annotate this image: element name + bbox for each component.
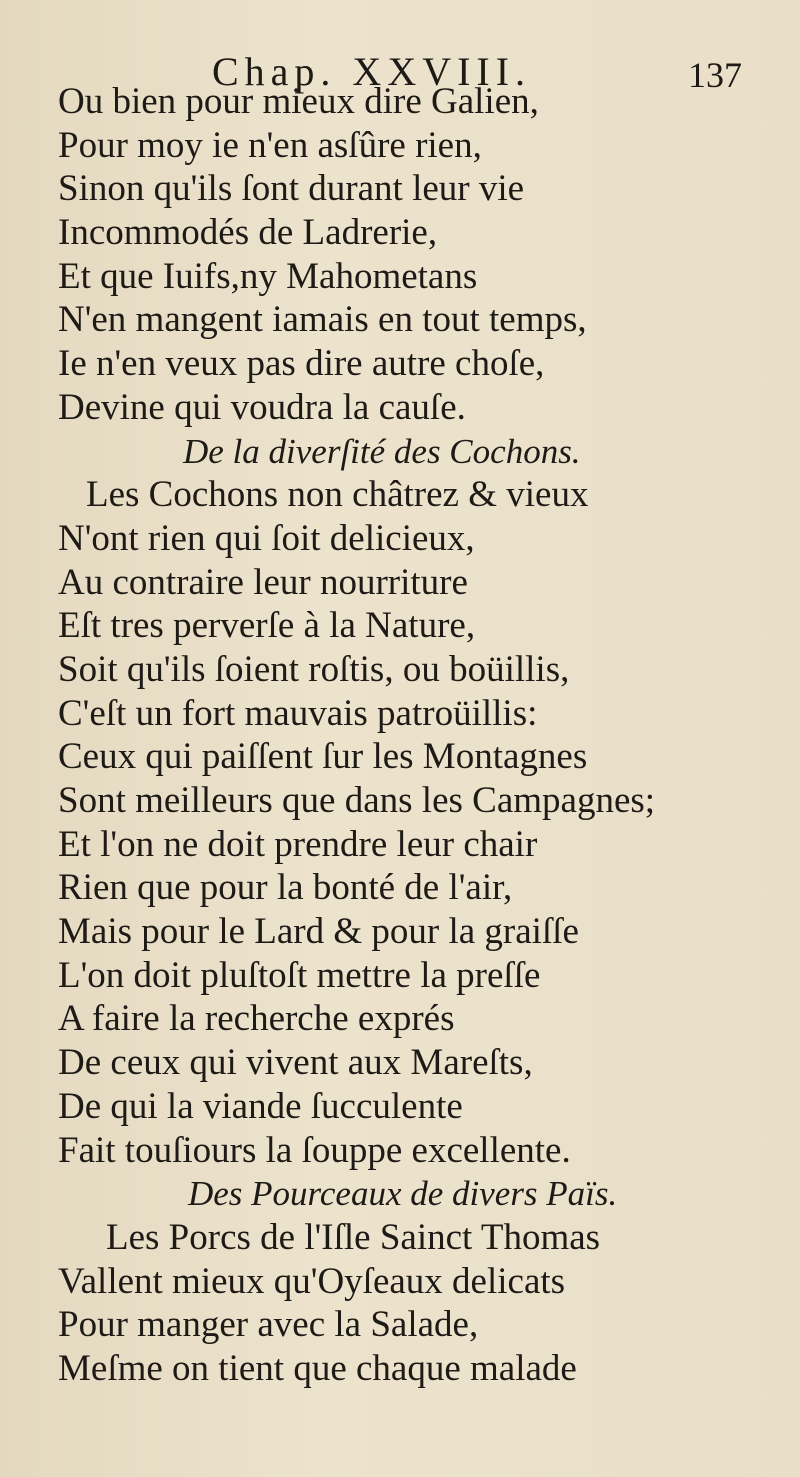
section-heading: De la diverſité des Cochons. [183, 431, 581, 471]
verse-line: Pour moy ie n'en asſûre rien, [58, 124, 482, 166]
section-heading: Des Pourceaux de divers Païs. [188, 1174, 618, 1214]
chapter-title: Chap. XXVIII. [212, 49, 532, 94]
verse-line: Devine qui voudra la cauſe. [58, 386, 466, 428]
verse-line: Ou bien pour mieux dire Galien, [58, 81, 539, 122]
verse-line: Et que Iuifs,ny Mahometans [58, 255, 478, 297]
verse-line: A faire la recherche exprés [58, 998, 455, 1040]
verse-line: De ceux qui vivent aux Mareſts, [58, 1042, 533, 1084]
verse-line: Soit qu'ils ſoient roſtis, ou boüillis, [58, 648, 570, 690]
verse-line: Vallent mieux qu'Oyſeaux delicats [58, 1260, 566, 1302]
verse-line: Sinon qu'ils ſont durant leur vie [58, 168, 525, 210]
verse-line: Meſme on tient que chaque malade [58, 1347, 577, 1389]
verse-line: Eſt tres perverſe à la Nature, [58, 605, 476, 647]
poem-text [58, 80, 778, 1391]
verse-line: Ceux qui paiſſent ſur les Montagnes [58, 736, 588, 778]
verse-line: C'eſt un fort mauvais patroüillis: [58, 692, 538, 734]
verse-line: Mais pour le Lard & pour la graiſſe [58, 911, 579, 953]
verse-line: Ie n'en veux pas dire autre choſe, [58, 343, 545, 385]
verse-line: De qui la viande ſucculente [58, 1085, 463, 1127]
verse-line: Pour manger avec la Salade, [58, 1304, 479, 1346]
verse-line: Et l'on ne doit prendre leur chair [58, 823, 538, 865]
verse-line: Au contraire leur nourriture [58, 561, 468, 603]
verse-line-first: Les Porcs de l'Iſle Sainct Thomas [106, 1216, 601, 1258]
verse-line: L'on doit pluſtoſt mettre la preſſe [58, 954, 541, 996]
verse-line: Sont meilleurs que dans les Campagnes; [58, 780, 656, 821]
page-number: 137 [688, 55, 742, 95]
verse-line: Incommodés de Ladrerie, [58, 212, 438, 254]
verse-line: N'en mangent iamais en tout temps, [58, 299, 587, 341]
verse-line: N'ont rien qui ſoit delicieux, [58, 517, 475, 559]
verse-line: Rien que pour la bonté de l'air, [58, 867, 513, 909]
verse-line: Fait touſiours la ſouppe excellente. [58, 1129, 571, 1171]
verse-line-first: Les Cochons non châtrez & vieux [86, 474, 589, 516]
